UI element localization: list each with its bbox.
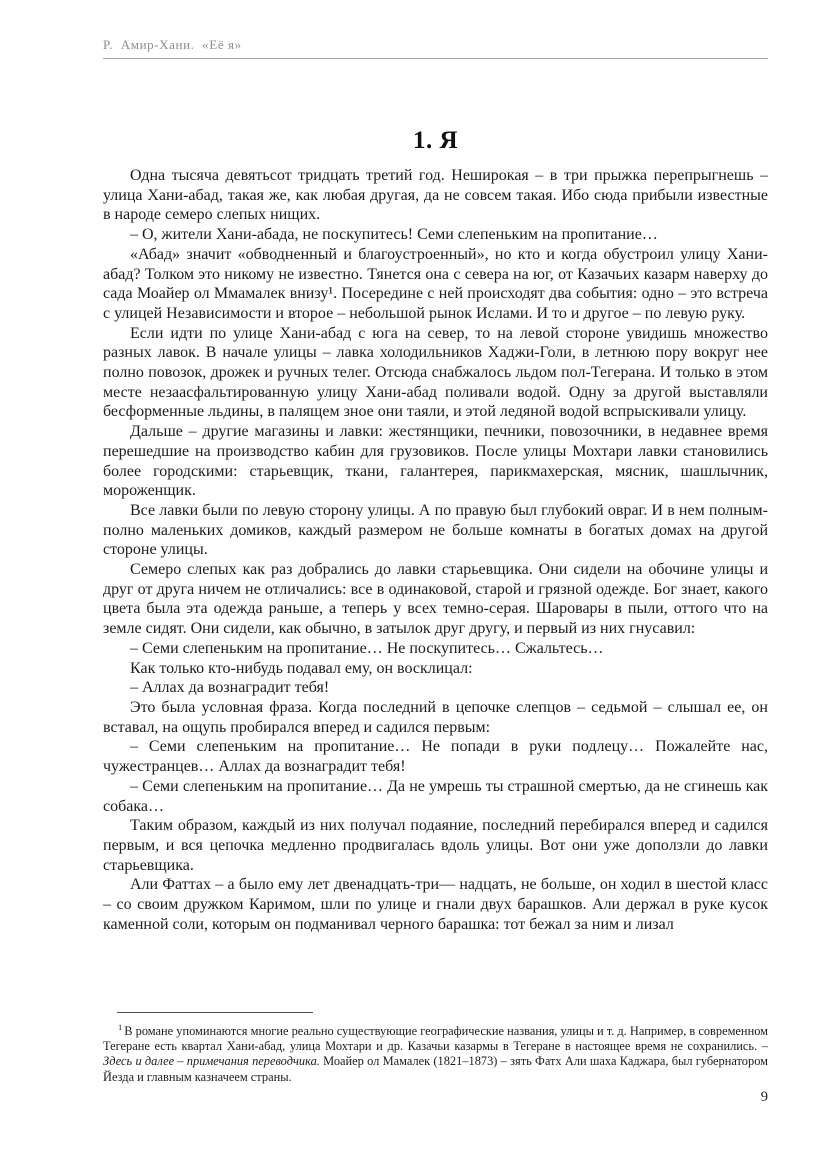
chapter-title: 1. Я xyxy=(412,126,459,154)
paragraph: Если идти по улице Хани-абад с юга на север, то на левой стороне увидишь множество разных лавок. В начале улицы – лавка холодильников Хаджи-Голи, в летнюю пору вокруг нее полно повозок, дрожек и ручных телег. Отсюда снабжалось льдом пол-Тегерана. И только в этом месте незаасфальтированную улицу Хани-абад поливали водой. Одну за другой выставляли бесформенные льдины, в палящем зное они таяли, и этой ледяной водой вспрыскивали улицу. xyxy=(103,324,768,421)
paragraph: Это была условная фраза. Когда последний в цепочке слепцов – седьмой – слышал ее, он вставал, на ощупь пробирался вперед и садился первым: xyxy=(103,698,768,736)
running-header: Р. Амир-Хани. «Её я» xyxy=(103,37,242,52)
page-number: 9 xyxy=(760,1089,768,1105)
footnote xyxy=(103,1021,768,1085)
paragraph: Таким образом, каждый из них получал подаяние, последний перебирался вперед и садился первым, и вся цепочка медленно продвигалась вдоль улицы. Вот они уже доползли до лавки старьевщика. xyxy=(103,817,768,874)
paragraph: Дальше – другие магазины и лавки: жестянщики, печники, повозочники, в недавнее время перешедшие на производство кабин для грузовиков. После улицы Мохтари лавки становились более городскими: старьевщик, ткани, галантерея, парикмахерская, мясник, шашлычник, мороженщик. xyxy=(103,423,768,500)
footnote-text: В романе упоминаются многие реально существующие географические названия, улицы и т. д. Например, в современном Тегеране есть квартал Хани-абад, улица Мохтари и др. Казачьи казармы в Тегеране в настоящее время не сохранились. – xyxy=(103,1024,768,1054)
paragraph: Али Фаттах – а было ему лет двенадцать-три— надцать, не больше, он ходил в шестой класс – со своим дружком Каримом, шли по улице и гнали двух барашков. Али держал в руке кусок каменной соли, которым он подманивал черного барашка: тот бежал за ним и лизал xyxy=(103,876,768,933)
paragraph: – Семи слепеньким на пропитание… Да не умрешь ты страшной смертью, да не сгинешь как собака… xyxy=(103,777,768,815)
body-text xyxy=(103,166,768,934)
paragraph: Все лавки были по левую сторону улицы. А по правую был глубокий овраг. И в нем полным-полно маленьких домиков, каждый размером не больше комнаты в богатых домах на другой стороне улицы. xyxy=(103,501,768,559)
paragraph: «Абад» значит «обводненный и благоустроенный», но кто и когда обустроил улицу Хани-абад? Толком это никому не известно. Тянется она с севера на юг, от Казачьих казарм наверху до сада Моайер ол Ммамалек внизу¹. Посередине с ней происходят два события: одно – это встреча с улицей Независимости и второе – небольшой рынок Ислами. И то и другое – по левую руку. xyxy=(103,245,768,322)
footnote-marker: 1 xyxy=(118,1021,123,1032)
header-rule xyxy=(103,58,768,59)
paragraph: – О, жители Хани-абада, не поскупитесь! Семи слепеньким на пропитание… xyxy=(130,226,658,244)
footnote-text-continued: Моайер ол Мамалек (1821–1873) – зять Фатх Али шаха Каджара, был губернатором Йезда и главным казначеем страны. xyxy=(103,1054,768,1084)
paragraph: Одна тысяча девятьсот тридцать третий год. Неширокая – в три прыжка перепрыгнешь – улица Хани-абад, такая же, как любая другая, да не совсем такая. Ибо сюда прибыли известные в народе семеро слепых нищих. xyxy=(103,167,768,224)
paragraph: – Семи слепеньким на пропитание… Не попади в руки подлецу… Пожалейте нас, чужестранцев… Аллах да вознаградит тебя! xyxy=(103,738,768,776)
footnote-translator-note: Здесь и далее – примечания переводчика. xyxy=(103,1054,320,1069)
paragraph: – Аллах да вознаградит тебя! xyxy=(130,679,330,697)
paragraph: – Семи слепеньким на пропитание… Не поскупитесь… Сжальтесь… xyxy=(130,639,604,657)
footnote-separator xyxy=(117,1012,313,1013)
paragraph: Семеро слепых как раз добрались до лавки старьевщика. Они сидели на обочине улицы и друг от друга ничем не отличались: все в одинаковой, старой и грязной одежде. Бог знает, какого цвета была эта одежда раньше, а теперь у всех темно-серая. Шаровары в пыли, оттого что на земле сидят. Они сидели, как обычно, в затылок друг другу, и первый из них гнусавил: xyxy=(103,561,768,638)
paragraph: Как только кто-нибудь подавал ему, он восклицал: xyxy=(130,659,473,677)
